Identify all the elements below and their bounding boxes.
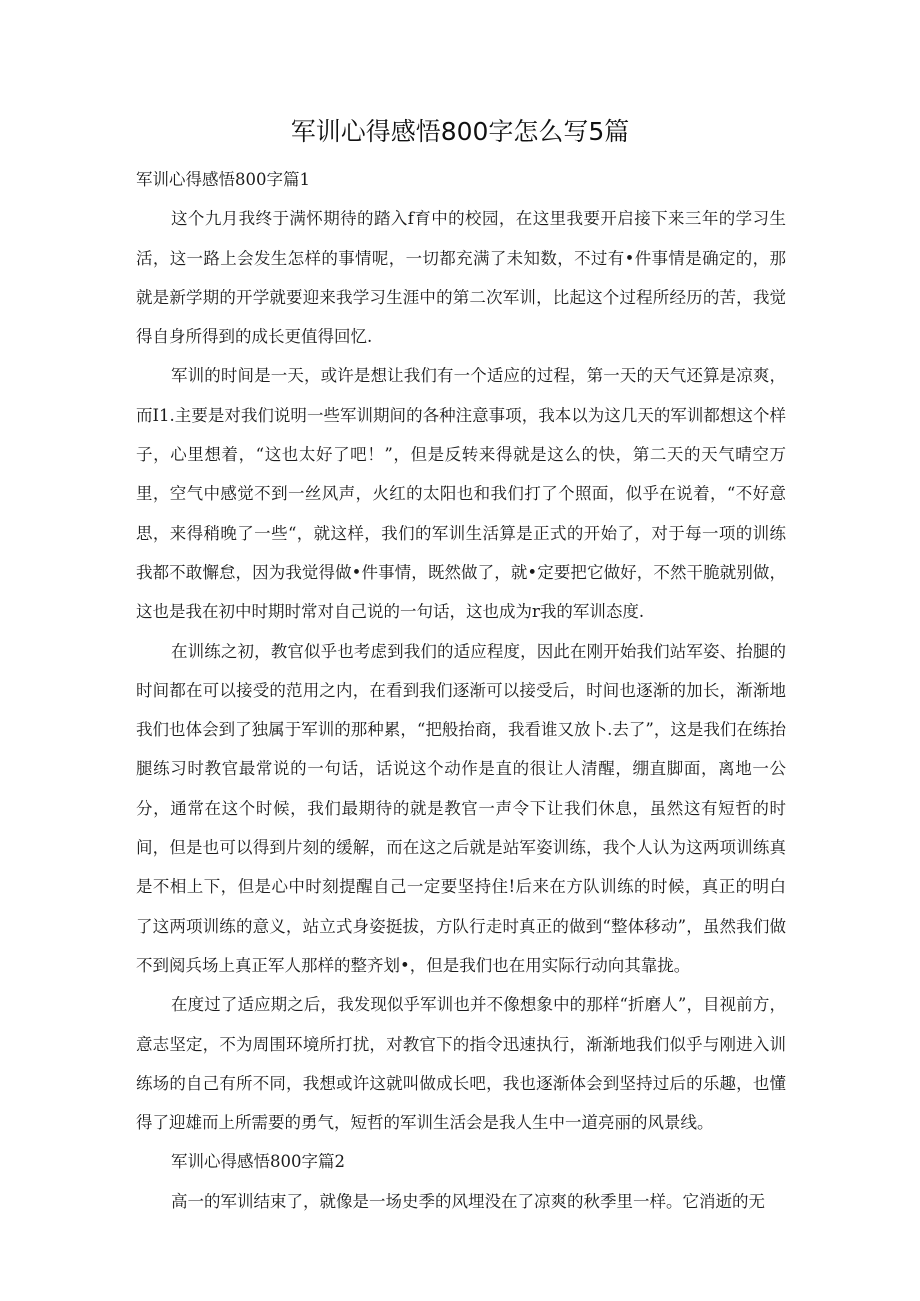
document-body (136, 160, 786, 1221)
paragraph: 在训练之初，教官似乎也考虑到我们的适应程度，因此在刚开始我们站军姿、抬腿的时间都在可以接受的范用之内，在看到我们逐渐可以接受后，时间也逐渐的加长，渐渐地我们也体会到了独属于军训的那种累，“把般抬商，我看谁又放卜.去了”，这是我们在练抬腿练习时教官最常说的一句话，话说这个动作是直的很让人清醒，绷直脚面，离地一公分，通常在这个时候，我们最期待的就是教官一声令下让我们休息，虽然这有短哲的时间，但是也可以得到片刻的缓解，而在这之后就是站军姿训练，我个人认为这两项训练真是不相上下，但是心中时刻提醒自己一定要坚持住!后来在方队训练的时候，真正的明白了这两项训练的意义，站立式身姿挺拔，方队行走时真正的做到“整体移动”，虽然我们做不到阅兵场上真正军人那样的整齐划•，但是我们也在用实际行动向其靠拢。 (136, 641, 786, 975)
paragraph: 在度过了适应期之后，我发现似乎军训也并不像想象中的那样“折磨人”，目视前方，意志坚定，不为周围环境所打扰，对教官下的指令迅速执行，渐渐地我们似乎与刚进入训练场的自己有所不同，我想或许这就叫做成长吧，我也逐渐体会到坚持过后的乐趣，也懂得了迎雄而上所需要的勇气，短哲的军训生活会是我人生中一道亮丽的风景线。 (136, 995, 786, 1133)
paragraph: 军训的时间是一天，或许是想让我们有一个适应的过程，第一天的天气还算是凉爽，而I1.主要是对我们说明一些军训期间的各种注意事项，我本以为这几天的军训都想这个样子，心里想着，“这也太好了吧！”，但是反转来得就是这么的快，第二天的天气晴空万里，空气中感觉不到一丝风声，火红的太阳也和我们打了个照面，似乎在说着，“不好意思，来得稍晚了一些“，就这样，我们的军训生活算是正式的开始了，对于每一项的训练我都不敢懈怠，因为我觉得做•件事情，既然做了，就•定要把它做好，不然干脆就别做，这也是我在初中时期时常对自己说的一句话，这也成为r我的军训态度. (136, 366, 786, 622)
paragraph: 这个九月我终于满怀期待的踏入f育中的校园，在这里我要开启接下来三年的学习生活，这一路上会发生怎样的事情呢，一切都充满了未知数，不过有•件事情是确定的，那就是新学期的开学就要迎来我学习生涯中的第二次军训，比起这个过程所经历的苦，我觉得自身所得到的成长更值得回忆. (136, 209, 786, 347)
document-title: 军训心得感悟800字怎么写5篇 (290, 117, 630, 146)
section-heading-1: 军训心得感悟800字篇1 (136, 170, 310, 189)
paragraph: 高一的军训结束了，就像是一场史季的风埋没在了凉爽的秋季里一样。它消逝的无 (171, 1191, 765, 1211)
section-heading-2: 军训心得感悟800字篇2 (171, 1152, 345, 1172)
